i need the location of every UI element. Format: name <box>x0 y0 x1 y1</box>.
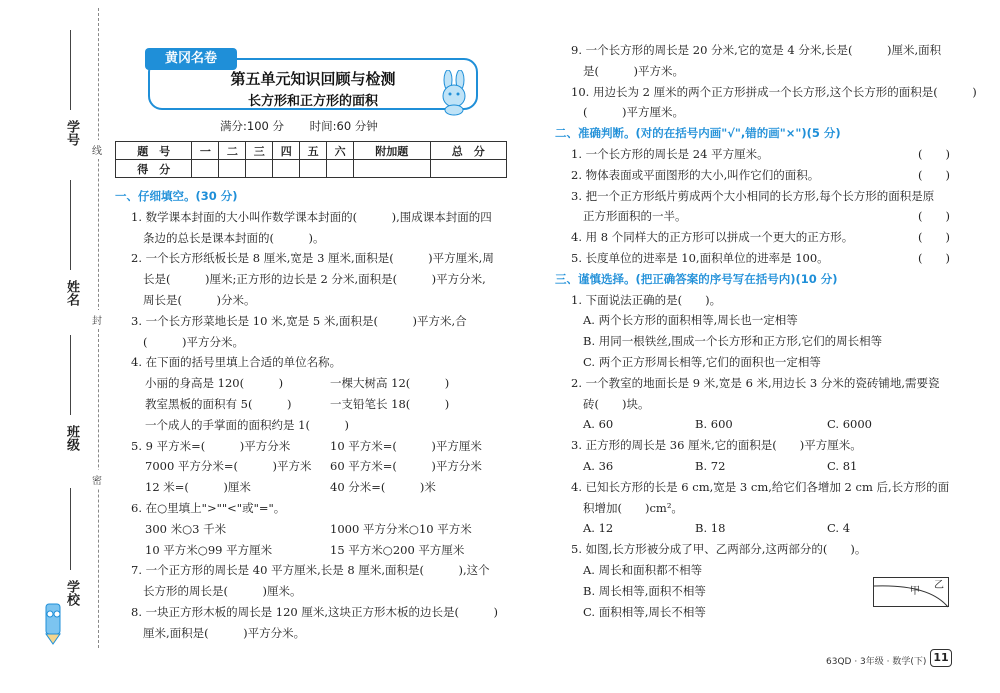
question-line <box>115 228 510 249</box>
field-label-student-id: 学号 <box>64 120 79 146</box>
question-line <box>555 102 950 123</box>
brand-logo: 黄冈名卷 <box>145 48 237 70</box>
line-text: B. 用同一根铁丝,围成一个长方形和正方形,它们的周长相等 <box>583 334 883 349</box>
question-line <box>115 498 510 519</box>
question-line <box>115 623 510 644</box>
time-limit: 时间:60 分钟 <box>309 119 378 133</box>
score-header-cell: 四 <box>273 142 300 160</box>
question-line <box>555 498 950 519</box>
question-line <box>555 373 950 394</box>
score-table-score-row <box>116 160 507 178</box>
line-text: 10. 用边长为 2 厘米的两个正方形拼成一个长方形,这个长方形的面积是( ) <box>571 84 977 99</box>
figure-label-jia: 甲 <box>910 586 920 597</box>
line-text: 5. 如图,长方形被分成了甲、乙两部分,这两部分的( )。 <box>571 542 867 557</box>
field-line-school[interactable] <box>70 488 71 570</box>
binding-char-mi: 密 <box>92 470 102 489</box>
line-text: 9. 一个长方形的周长是 20 分米,它的宽是 4 分米,长是( )厘米,面积 <box>571 43 942 57</box>
field-label-class: 班级 <box>64 425 79 451</box>
question-line <box>115 207 510 228</box>
line-text: ( )平方分米。 <box>143 334 244 349</box>
page-number: 11 <box>930 649 952 667</box>
score-table <box>115 141 507 178</box>
figure-label-yi: 乙 <box>934 580 944 591</box>
footer-code: 63QD · 3年级 · 数学(下) <box>826 657 927 667</box>
question-line <box>115 519 510 540</box>
line-text: 2. 一个长方形纸板长是 8 厘米,宽是 3 厘米,面积是( )平方厘米,周 <box>131 251 494 266</box>
field-line-class[interactable] <box>70 335 71 415</box>
line-text: 长方形的周长是( )厘米。 <box>143 584 302 599</box>
question-line <box>555 435 950 456</box>
score-header-cell: 总 分 <box>430 142 507 160</box>
line-text: 12 米=( )厘米 <box>145 480 251 495</box>
question-line <box>555 331 950 352</box>
judge-answer-bracket[interactable]: ( ) <box>918 230 950 245</box>
line-text: 二、准确判断。(对的在括号内画"√",错的画"×")(5 分) <box>555 126 841 141</box>
question-line <box>555 186 950 207</box>
score-cell[interactable] <box>354 160 430 178</box>
question-line <box>115 560 510 581</box>
question-line <box>115 269 510 290</box>
line-text: 8. 一块正方形木板的周长是 120 厘米,这块正方形木板的边长是( ) <box>131 604 499 619</box>
line-text: 300 米○3 千米 <box>145 521 227 536</box>
field-line-student-id[interactable] <box>70 30 71 110</box>
line-text: A. 周长和面积都不相等 <box>583 562 703 577</box>
question-line <box>555 144 950 165</box>
line-text: A. 两个长方形的面积相等,周长也一定相等 <box>583 313 798 328</box>
question-line <box>115 415 510 436</box>
score-cell[interactable] <box>273 160 300 178</box>
option-b: B. 72 <box>695 458 726 473</box>
section-heading <box>555 123 950 144</box>
line-text: 2. 物体表面或平面图形的大小,叫作它们的面积。 <box>571 167 820 182</box>
line-text: 1. 数学课本封面的大小叫作数学课本封面的( ),围成课本封面的四 <box>131 209 492 224</box>
judge-answer-bracket[interactable]: ( ) <box>918 167 950 182</box>
line-text: C. 两个正方形周长相等,它们的面积也一定相等 <box>583 354 821 369</box>
question-line <box>555 206 950 227</box>
question-line <box>115 332 510 353</box>
judge-answer-bracket[interactable]: ( ) <box>918 146 950 161</box>
question-line <box>115 477 510 498</box>
score-header-cell: 五 <box>300 142 327 160</box>
score-header-cell: 三 <box>246 142 273 160</box>
line-text: 厘米,面积是( )平方分米。 <box>143 625 306 640</box>
line-text: A. 36 <box>583 458 614 473</box>
question-line <box>555 61 950 82</box>
section-heading <box>115 186 510 207</box>
question-line <box>115 311 510 332</box>
question-line <box>555 248 950 269</box>
option-c: C. 4 <box>827 521 851 536</box>
judge-answer-bracket[interactable]: ( ) <box>918 250 950 265</box>
line-text: 4. 已知长方形的长是 6 cm,宽是 3 cm,给它们各增加 2 cm 后,长方形的面 <box>571 479 950 494</box>
option-c: C. 6000 <box>827 417 872 432</box>
question-line <box>555 477 950 498</box>
line-text: ( )平方厘米。 <box>583 105 684 120</box>
line-text: 10 平方米○99 平方厘米 <box>145 542 273 557</box>
question-line <box>555 394 950 415</box>
question-line <box>555 352 950 373</box>
score-header-cell: 六 <box>327 142 354 160</box>
line-text: A. 12 <box>583 521 614 536</box>
unit-subtitle: 长方形和正方形的面积 <box>247 94 378 109</box>
score-row-label: 得 分 <box>116 160 192 178</box>
line-text: 长是( )厘米;正方形的边长是 2 分米,面积是( )平方分米, <box>143 272 486 287</box>
line-text: 6. 在○里填上">""<"或"="。 <box>131 500 286 515</box>
full-score: 满分:100 分 <box>220 119 284 133</box>
line-text: 1. 下面说法正确的是( )。 <box>571 292 722 307</box>
line-text-second: 一支铅笔长 18( ) <box>330 396 450 411</box>
pencil-mascot-icon <box>40 598 68 646</box>
score-cell[interactable] <box>300 160 327 178</box>
field-label-name: 姓名 <box>64 280 79 306</box>
right-question-column <box>555 40 977 622</box>
line-text: 7000 平方分米=( )平方米 <box>145 459 312 474</box>
line-text: 砖( )块。 <box>583 396 650 411</box>
line-text-second: 1000 平方分米○10 平方米 <box>330 521 472 536</box>
question-line <box>555 82 977 103</box>
question-line <box>555 539 950 560</box>
line-text: 积增加( )cm²。 <box>583 500 683 515</box>
line-text: 3. 正方形的周长是 36 厘米,它的面积是( )平方厘米。 <box>571 438 862 453</box>
question-line <box>555 227 950 248</box>
question-line <box>555 40 950 61</box>
line-text-second: 40 分米=( )米 <box>330 480 436 495</box>
line-text: 5. 长度单位的进率是 10,面积单位的进率是 100。 <box>571 250 829 265</box>
question-line <box>555 310 950 331</box>
line-text: 1. 一个长方形的周长是 24 平方厘米。 <box>571 146 769 161</box>
binding-char-feng: 封 <box>92 310 102 329</box>
question-line <box>555 456 950 477</box>
rectangle-figure <box>873 577 949 607</box>
question-line <box>115 540 510 561</box>
line-text: 三、谨慎选择。(把正确答案的序号写在括号内)(10 分) <box>555 271 838 286</box>
line-text-second: 一棵大树高 12( ) <box>330 376 450 391</box>
line-text: 4. 在下面的括号里填上合适的单位名称。 <box>131 355 342 370</box>
score-table-header-row <box>116 142 507 160</box>
line-text: A. 60 <box>583 417 614 432</box>
question-line <box>115 436 510 457</box>
line-text-second: 15 平方米○200 平方厘米 <box>330 542 465 557</box>
line-text: 条边的总长是课本封面的( )。 <box>143 230 325 245</box>
binding-char-xian: 线 <box>92 140 102 159</box>
question-line <box>115 581 510 602</box>
question-line <box>115 602 510 623</box>
field-line-name[interactable] <box>70 180 71 270</box>
line-text: B. 周长相等,面积不相等 <box>583 583 706 598</box>
question-line <box>115 373 510 394</box>
exam-meta <box>220 118 400 134</box>
section-heading <box>555 269 950 290</box>
bunny-mascot-icon <box>428 70 478 116</box>
score-cell[interactable] <box>327 160 354 178</box>
line-text: 4. 用 8 个同样大的正方形可以拼成一个更大的正方形。 <box>571 230 854 245</box>
score-cell[interactable] <box>219 160 246 178</box>
option-b: B. 600 <box>695 417 733 432</box>
score-cell[interactable] <box>246 160 273 178</box>
question-line <box>115 394 510 415</box>
score-cell[interactable] <box>192 160 219 178</box>
line-text-second: 10 平方米=( )平方厘米 <box>330 438 482 453</box>
line-text: 一个成人的手掌面的面积约是 1( ) <box>145 417 349 432</box>
option-c: C. 81 <box>827 458 858 473</box>
line-text: 正方形面积的一半。 <box>583 209 687 224</box>
question-line <box>555 518 950 539</box>
line-text-second: 60 平方米=( )平方分米 <box>330 459 482 474</box>
option-b: B. 18 <box>695 521 726 536</box>
score-header-cell: 附加题 <box>354 142 430 160</box>
line-text: C. 面积相等,周长不相等 <box>583 604 706 619</box>
question-line <box>115 248 510 269</box>
unit-title: 第五单元知识回顾与检测 <box>230 70 396 88</box>
line-text: 7. 一个正方形的周长是 40 平方厘米,长是 8 厘米,面积是( ),这个 <box>131 563 490 578</box>
line-text: 一、仔细填空。(30 分) <box>115 189 238 203</box>
line-text: 2. 一个教室的地面长是 9 米,宽是 6 米,用边长 3 分米的瓷砖铺地,需要瓷 <box>571 375 940 390</box>
line-text: 教室黑板的面积有 5( ) <box>145 396 292 411</box>
question-line <box>555 414 950 435</box>
judge-answer-bracket[interactable]: ( ) <box>918 209 950 224</box>
question-line <box>115 290 510 311</box>
line-text: 是( )平方米。 <box>583 63 684 78</box>
line-text: 5. 9 平方米=( )平方分米 <box>131 438 291 453</box>
question-line <box>115 456 510 477</box>
score-cell[interactable] <box>430 160 507 178</box>
score-header-cell: 一 <box>192 142 219 160</box>
line-text: 周长是( )分米。 <box>143 292 256 307</box>
question-line <box>115 352 510 373</box>
line-text: 3. 把一个正方形纸片剪成两个大小相同的长方形,每个长方形的面积是原 <box>571 188 935 203</box>
left-question-column <box>115 186 510 644</box>
question-line <box>555 290 950 311</box>
field-label-school: 学校 <box>64 580 79 606</box>
question-line <box>555 165 950 186</box>
score-header-cell: 二 <box>219 142 246 160</box>
binding-strip <box>0 0 110 693</box>
score-header-cell: 题 号 <box>116 142 192 160</box>
line-text: 小丽的身高是 120( ) <box>145 376 284 391</box>
line-text: 3. 一个长方形菜地长是 10 米,宽是 5 米,面积是( )平方米,合 <box>131 313 467 328</box>
